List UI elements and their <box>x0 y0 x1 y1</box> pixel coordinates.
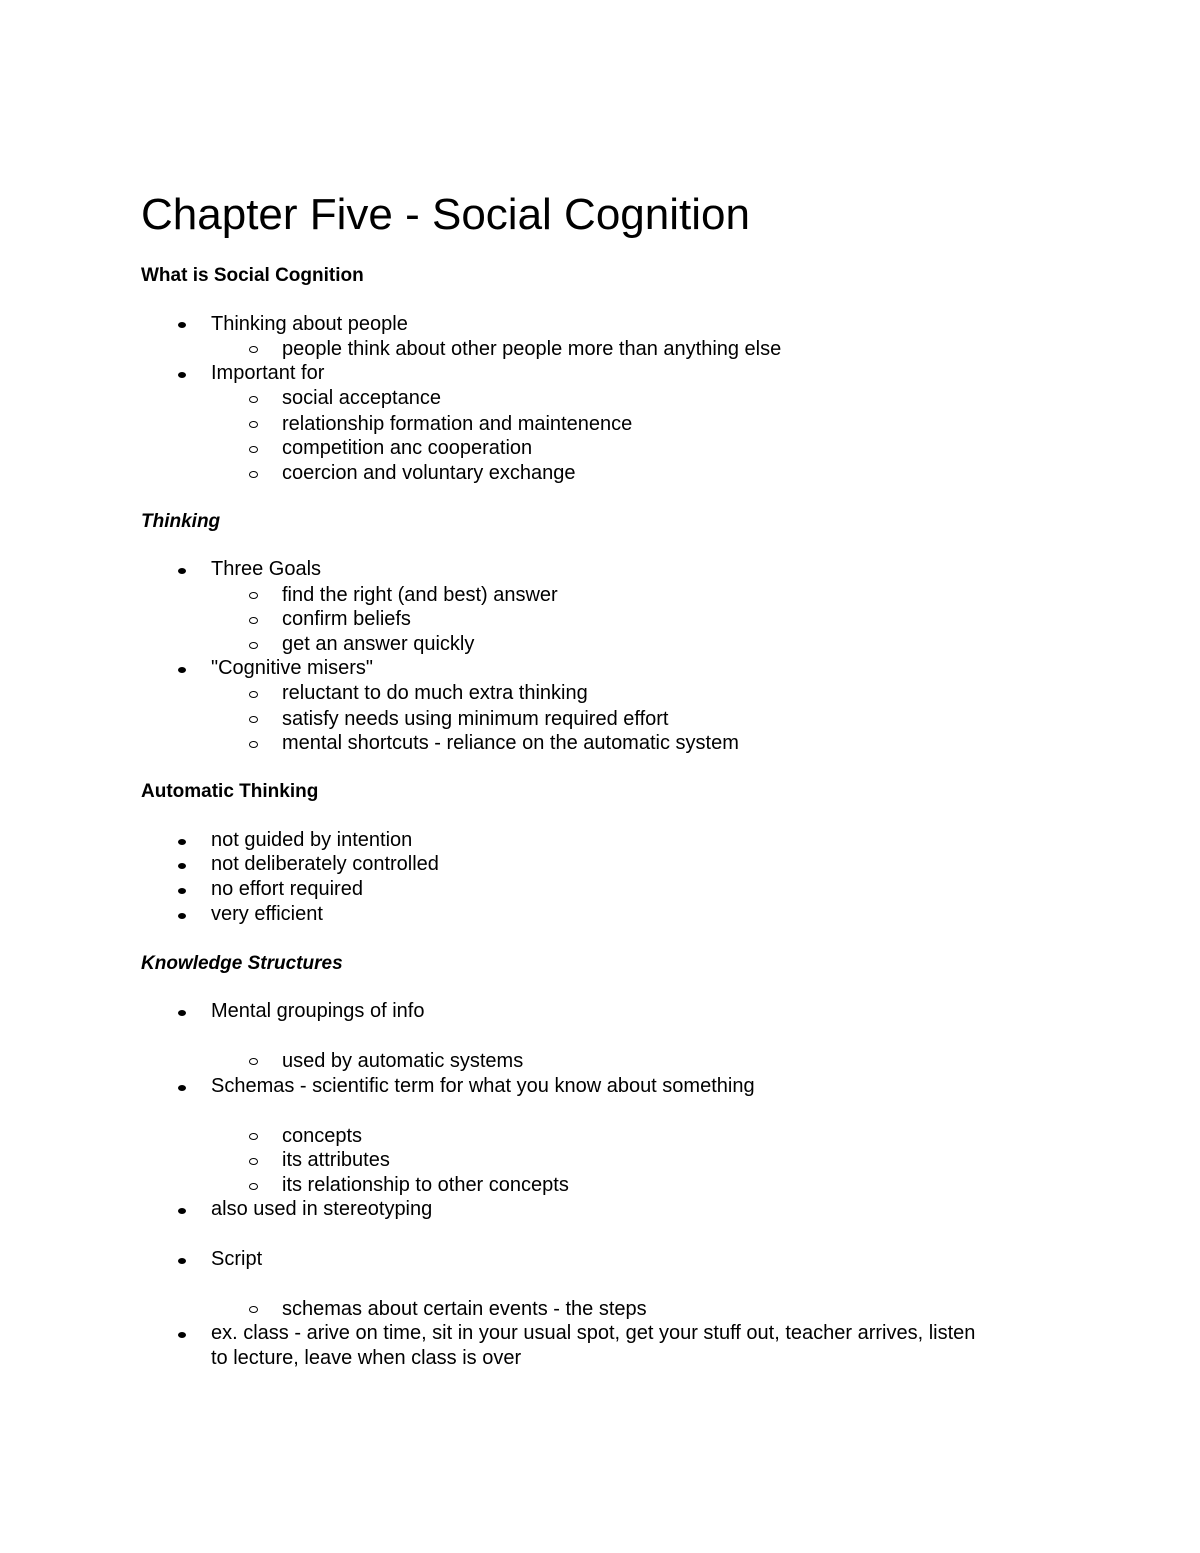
hollow-bullet-icon <box>249 617 258 624</box>
list-subitem: get an answer quickly <box>282 633 475 655</box>
list-subitem: confirm beliefs <box>282 608 411 630</box>
list-subitem: mental shortcuts - reliance on the automatic system <box>282 732 739 754</box>
bullet-icon <box>178 839 186 845</box>
hollow-bullet-icon <box>249 1158 258 1165</box>
list-item: Important for <box>211 362 325 384</box>
hollow-bullet-icon <box>249 1183 258 1190</box>
section-heading-what-is-social-cognition: What is Social Cognition <box>141 265 364 286</box>
hollow-bullet-icon <box>249 716 258 723</box>
list-item: also used in stereotyping <box>211 1198 433 1220</box>
list-item: not deliberately controlled <box>211 853 439 875</box>
list-item: Mental groupings of info <box>211 1000 425 1022</box>
list-item: Script <box>211 1248 263 1270</box>
hollow-bullet-icon <box>249 471 258 478</box>
list-subitem: schemas about certain events - the steps <box>282 1298 647 1320</box>
hollow-bullet-icon <box>249 446 258 453</box>
list-item: very efficient <box>211 903 323 925</box>
list-item: ex. class - arive on time, sit in your usual spot, get your stuff out, teacher arrives, listen <box>211 1322 976 1344</box>
bullet-icon <box>178 913 186 919</box>
list-subitem: find the right (and best) answer <box>282 584 558 606</box>
bullet-icon <box>178 568 186 574</box>
hollow-bullet-icon <box>249 1133 258 1140</box>
list-item: Three Goals <box>211 558 322 580</box>
bullet-icon <box>178 1208 186 1214</box>
hollow-bullet-icon <box>249 1058 258 1065</box>
list-subitem: social acceptance <box>282 387 441 409</box>
list-subitem: coercion and voluntary exchange <box>282 462 576 484</box>
list-item: Schemas - scientific term for what you know about something <box>211 1075 755 1097</box>
list-subitem: used by automatic systems <box>282 1050 524 1072</box>
bullet-icon <box>178 863 186 869</box>
list-subitem: its attributes <box>282 1149 390 1171</box>
hollow-bullet-icon <box>249 396 258 403</box>
bullet-icon <box>178 372 186 378</box>
list-subitem: people think about other people more than anything else <box>282 338 782 360</box>
hollow-bullet-icon <box>249 642 258 649</box>
list-item: "Cognitive misers" <box>211 657 374 679</box>
bullet-icon <box>178 1085 186 1091</box>
hollow-bullet-icon <box>249 741 258 748</box>
bullet-icon <box>178 1258 186 1264</box>
hollow-bullet-icon <box>249 421 258 428</box>
list-item: not guided by intention <box>211 829 413 851</box>
list-item-continuation: to lecture, leave when class is over <box>211 1347 522 1369</box>
list-subitem: relationship formation and maintenence <box>282 413 633 435</box>
section-heading-knowledge-structures: Knowledge Structures <box>141 953 343 974</box>
hollow-bullet-icon <box>249 346 258 353</box>
list-subitem: its relationship to other concepts <box>282 1174 569 1196</box>
list-subitem: competition anc cooperation <box>282 437 533 459</box>
hollow-bullet-icon <box>249 592 258 599</box>
section-heading-automatic-thinking: Automatic Thinking <box>141 781 319 802</box>
bullet-icon <box>178 888 186 894</box>
hollow-bullet-icon <box>249 691 258 698</box>
bullet-icon <box>178 1010 186 1016</box>
page-title: Chapter Five - Social Cognition <box>141 190 750 239</box>
list-item: no effort required <box>211 878 363 900</box>
section-heading-thinking: Thinking <box>141 511 221 532</box>
bullet-icon <box>178 1332 186 1338</box>
list-item: Thinking about people <box>211 313 408 335</box>
list-subitem: concepts <box>282 1125 363 1147</box>
bullet-icon <box>178 667 186 673</box>
bullet-icon <box>178 322 186 328</box>
list-subitem: reluctant to do much extra thinking <box>282 682 588 704</box>
hollow-bullet-icon <box>249 1306 258 1313</box>
list-subitem: satisfy needs using minimum required effort <box>282 708 669 730</box>
